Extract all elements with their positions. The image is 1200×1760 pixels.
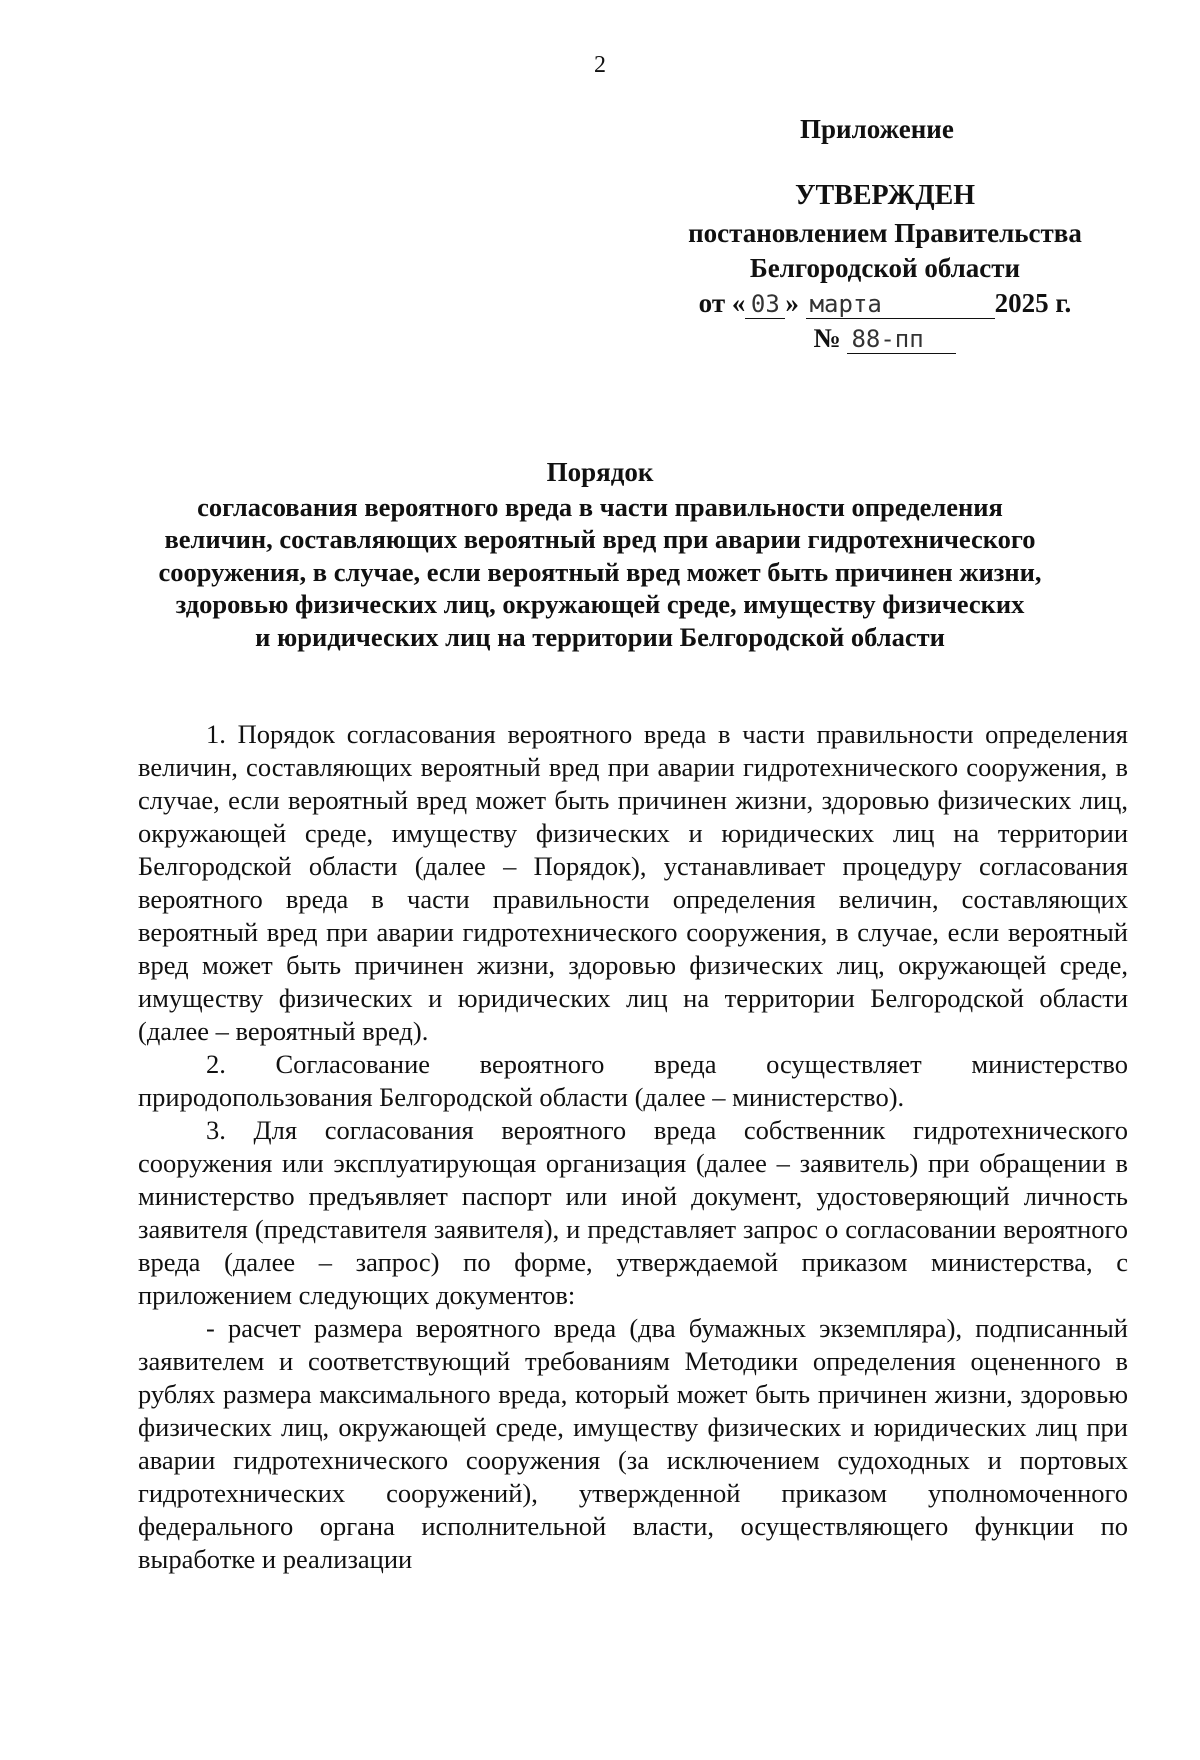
document-subtitle-line: согласования вероятного вреда в части правильности определения — [197, 491, 1003, 522]
approval-number-line — [650, 321, 1120, 356]
document-title-block — [120, 456, 1080, 653]
approval-block — [650, 178, 1120, 356]
document-subtitle-line: величин, составляющих вероятный вред при аварии гидротехнического — [164, 524, 1036, 554]
document-subtitle-line: здоровью физических лиц, окружающей среде, имуществу физических — [175, 589, 1025, 619]
approval-line-2: Белгородской области — [749, 253, 1021, 283]
appendix-label: Приложение — [800, 114, 954, 144]
paragraph-1: 1. Порядок согласования вероятного вреда в части правильности определения величин, составляющих вероятный вред при аварии гидротехнического сооружения, в случае, если вероятный вред может быть причинен жизни, здоровью физических лиц, окружающей среде, имуществу физических и юридических лиц на территории Белгородской области (далее – Порядок), устанавливает процедуру согласования вероятного вреда в части правильности определения величин, составляющих вероятный вред при аварии гидротехнического сооружения, в случае, если вероятный вред может быть причинен жизни, здоровью физических лиц, окружающей среде, имуществу физических и юридических лиц на территории Белгородской области (далее – вероятный вред). — [138, 719, 1128, 1046]
number-value: 88-пп — [847, 325, 956, 354]
approved-label: УТВЕРЖДЕН — [794, 180, 976, 211]
approval-date-line — [650, 286, 1120, 321]
date-day: 03 — [745, 290, 785, 319]
date-year: 2025 г. — [994, 288, 1072, 318]
document-subtitle-line: и юридических лиц на территории Белгородской области — [255, 621, 945, 652]
paragraph-2: 2. Согласование вероятного вреда осуществляет министерство природопользования Белгородской области (далее – министерство). — [138, 1049, 1128, 1112]
page-number: 2 — [594, 52, 606, 78]
document-subtitle-line: сооружения, в случае, если вероятный вред может быть причинен жизни, — [158, 556, 1042, 587]
document-body — [138, 718, 1128, 1576]
paragraph-bullet-1: - расчет размера вероятного вреда (два бумажных экземпляра), подписанный заявителем и соответствующий требованиям Методики определения оцененного в рублях размера максимального вреда, который может быть причинен жизни, здоровью физических лиц, окружающей среде, имуществу физических и юридических лиц при аварии гидротехнического сооружения (за исключением судоходных и портовых гидротехнических сооружений), утвержденной приказом уполномоченного федерального органа исполнительной власти, осуществляющего функции по выработке и реализации — [138, 1313, 1128, 1574]
approval-line-1: постановлением Правительства — [688, 218, 1082, 248]
date-mid: » — [785, 288, 799, 318]
paragraph-3: 3. Для согласования вероятного вреда собственник гидротехнического сооружения или эксплуатирующая организация (далее – заявитель) при обращении в министерство предъявляет паспорт или иной документ, удостоверяющий личность заявителя (представителя заявителя), и представляет запрос о согласовании вероятного вреда (далее – запрос) по форме, утверждаемой приказом министерства, с приложением следующих документов: — [138, 1115, 1128, 1310]
number-prefix: № — [813, 323, 841, 353]
document-title: Порядок — [546, 457, 654, 487]
date-month: марта — [806, 290, 995, 319]
date-prefix: от « — [698, 288, 746, 318]
